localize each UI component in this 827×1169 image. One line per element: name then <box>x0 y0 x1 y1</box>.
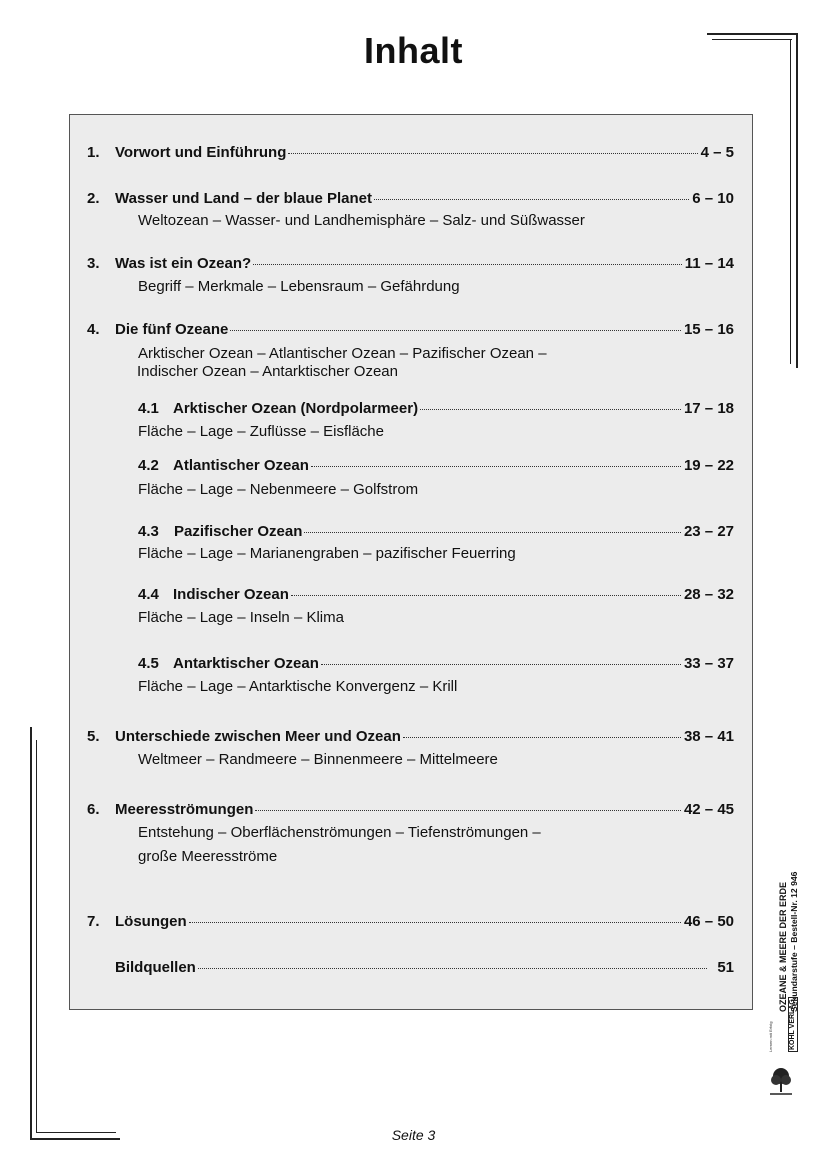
toc-entry-pages: 17 – 18 <box>683 400 734 417</box>
toc-entry-4-3 <box>138 523 734 540</box>
dot-leader <box>304 532 681 533</box>
toc-entry-title: Die fünf Ozeane <box>115 321 229 338</box>
dot-leader <box>230 330 681 331</box>
toc-entry-title: Was ist ein Ozean? <box>115 255 252 272</box>
toc-entry-subtopics: Fläche – Lage – Marianengraben – pazifischer Feuerring <box>138 545 516 562</box>
toc-entry-number: 7. <box>87 913 100 930</box>
dot-leader <box>321 664 681 665</box>
toc-entry-number: 4.3 <box>138 523 159 540</box>
toc-entry-5 <box>87 728 734 745</box>
toc-entry-pages: 51 <box>717 959 734 976</box>
toc-entry-number: 5. <box>87 728 100 745</box>
toc-entry-3 <box>87 255 734 272</box>
toc-entry-6 <box>87 801 734 818</box>
publisher-tagline: Lernen mit Erfolg <box>768 1021 773 1052</box>
toc-entry-number: 3. <box>87 255 100 272</box>
dot-leader <box>288 153 697 154</box>
toc-entry-pages: 23 – 27 <box>683 523 734 540</box>
dot-leader <box>403 737 681 738</box>
page-number: Seite 3 <box>391 1127 436 1143</box>
toc-entry-title: Antarktischer Ozean <box>173 655 319 672</box>
toc-entry-pages: 46 – 50 <box>683 913 734 930</box>
toc-entry-subtopics: Weltmeer – Randmeere – Binnenmeere – Mittelmeere <box>138 751 498 768</box>
toc-entry-number: 4.1 <box>138 400 159 417</box>
dot-leader <box>311 466 681 467</box>
toc-entry-pages: 15 – 16 <box>683 321 734 338</box>
toc-entry-4-5 <box>138 655 734 672</box>
toc-entry-title: Bildquellen <box>115 959 196 976</box>
toc-entry-subtopics: Indischer Ozean – Antarktischer Ozean <box>137 363 398 380</box>
toc-entry-pages: 19 – 22 <box>683 457 734 474</box>
toc-entry-pages: 11 – 14 <box>684 255 734 272</box>
toc-entry-4-2 <box>138 457 734 474</box>
toc-entry-title: Wasser und Land – der blaue Planet <box>115 190 373 207</box>
toc-entry-number: 2. <box>87 190 100 207</box>
toc-entry-title: Unterschiede zwischen Meer und Ozean <box>115 728 401 745</box>
toc-entry-pages: 28 – 32 <box>683 586 734 603</box>
toc-entry-bildquellen <box>115 959 734 976</box>
toc-entry-2 <box>87 190 734 207</box>
toc-entry-title: Arktischer Ozean (Nordpolarmeer) <box>173 400 419 417</box>
toc-entry-title: Vorwort und Einführung <box>115 144 287 161</box>
toc-entry-subtopics: Begriff – Merkmale – Lebensraum – Gefährdung <box>138 278 460 295</box>
dot-leader <box>198 968 707 969</box>
page-title: Inhalt <box>364 30 463 71</box>
tree-logo-icon <box>768 1066 794 1096</box>
toc-entry-subtopics: Fläche – Lage – Antarktische Konvergenz – Krill <box>138 678 458 695</box>
toc-entry-4-1 <box>138 400 734 417</box>
dot-leader <box>255 810 681 811</box>
toc-entry-number: 4. <box>87 321 100 338</box>
toc-entry-pages: 33 – 37 <box>683 655 734 672</box>
dot-leader <box>253 264 682 265</box>
dot-leader <box>420 409 681 410</box>
toc-entry-1 <box>87 144 734 161</box>
toc-entry-4-4 <box>138 586 734 603</box>
toc-entry-number: 4.4 <box>138 586 159 603</box>
toc-entry-pages: 4 – 5 <box>700 144 734 161</box>
toc-entry-title: Atlantischer Ozean <box>173 457 309 474</box>
toc-entry-title: Meeresströmungen <box>115 801 254 818</box>
corner-line-top-vertical-inner <box>790 39 791 364</box>
toc-entry-pages: 6 – 10 <box>692 190 734 207</box>
toc-entry-4 <box>87 321 734 338</box>
toc-entry-number: 4.5 <box>138 655 159 672</box>
publisher-logo <box>768 999 802 1098</box>
toc-entry-subtopics: Arktischer Ozean – Atlantischer Ozean – Pazifischer Ozean – <box>138 345 547 362</box>
series-title: OZEANE & MEERE DER ERDE <box>778 881 788 1012</box>
toc-entry-title: Lösungen <box>115 913 187 930</box>
order-number: Sekundarstufe – Bestell-Nr. 12 946 <box>789 871 799 1012</box>
publisher-name: KOHL VERLAG <box>789 999 796 1050</box>
toc-entry-pages: 42 – 45 <box>683 801 734 818</box>
toc-entry-title: Indischer Ozean <box>173 586 289 603</box>
corner-line-top-vertical <box>796 33 798 368</box>
corner-line-bottom-vertical <box>30 727 32 1139</box>
dot-leader <box>189 922 681 923</box>
toc-entry-subtopics: Fläche – Lage – Inseln – Klima <box>138 609 344 626</box>
toc-entry-number: 6. <box>87 801 100 818</box>
toc-entry-7 <box>87 913 734 930</box>
toc-entry-subtopics: große Meeresströme <box>138 848 278 865</box>
dot-leader <box>374 199 689 200</box>
toc-entry-subtopics: Weltozean – Wasser- und Landhemisphäre – Salz- und Süßwasser <box>138 212 585 229</box>
toc-entry-number: 4.2 <box>138 457 159 474</box>
toc-entry-subtopics: Entstehung – Oberflächenströmungen – Tiefenströmungen – <box>138 824 541 841</box>
toc-entry-pages: 38 – 41 <box>683 728 734 745</box>
toc-entry-subtopics: Fläche – Lage – Nebenmeere – Golfstrom <box>138 481 419 498</box>
toc-entry-subtopics: Fläche – Lage – Zuflüsse – Eisfläche <box>138 423 384 440</box>
dot-leader <box>291 595 681 596</box>
corner-line-bottom-vertical-inner <box>36 740 37 1133</box>
toc-entry-title: Pazifischer Ozean <box>174 523 303 540</box>
toc-entry-number: 1. <box>87 144 100 161</box>
